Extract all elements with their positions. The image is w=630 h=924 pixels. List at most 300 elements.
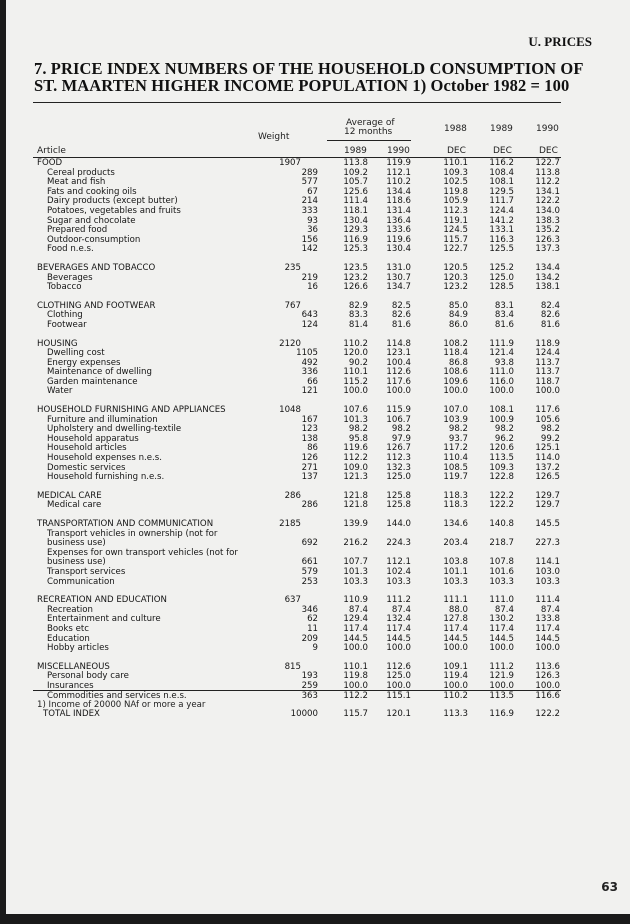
value-cell: 103.3 bbox=[386, 576, 411, 587]
value-cell: 120.1 bbox=[386, 709, 411, 720]
article-cell: Garden maintenance bbox=[47, 376, 138, 387]
weight-cell: 253 bbox=[301, 576, 318, 587]
article-cell: Domestic services bbox=[47, 462, 126, 473]
value-cell: 125.3 bbox=[343, 244, 368, 255]
article-cell: FOOD bbox=[37, 158, 63, 168]
header-1988: 1988 bbox=[444, 124, 467, 134]
article-cell: Upholstery and dwelling-textile bbox=[47, 424, 182, 435]
value-cell: 81.6 bbox=[540, 319, 560, 330]
article-cell: MEDICAL CARE bbox=[37, 490, 102, 501]
table-row bbox=[37, 578, 560, 588]
header-weight: Weight bbox=[258, 132, 290, 142]
value-cell: 115.7 bbox=[343, 709, 368, 720]
value-cell: 125.0 bbox=[386, 472, 411, 483]
value-cell: 123.1 bbox=[386, 348, 411, 359]
value-cell: 133.6 bbox=[386, 225, 411, 236]
weight-cell: 16 bbox=[307, 282, 318, 293]
value-cell: 110.1 bbox=[443, 158, 468, 168]
article-cell: HOUSEHOLD FURNISHING AND APPLIANCES bbox=[37, 405, 226, 416]
weight-cell: 126 bbox=[301, 453, 318, 464]
value-cell: 105.7 bbox=[343, 177, 368, 188]
article-cell: MISCELLANEOUS bbox=[37, 661, 110, 672]
value-cell: 102.4 bbox=[386, 566, 411, 577]
table-row bbox=[37, 635, 560, 645]
value-cell: 101.1 bbox=[443, 566, 468, 577]
value-cell: 134.1 bbox=[535, 186, 560, 197]
weight-cell: 156 bbox=[301, 234, 318, 245]
value-cell: 126.6 bbox=[343, 282, 368, 293]
header-dec-1990: DEC bbox=[539, 146, 558, 156]
article-cell: Meat and fish bbox=[47, 177, 106, 188]
value-cell: 113.5 bbox=[489, 690, 514, 701]
weight-cell: 193 bbox=[301, 671, 318, 682]
value-cell: 126.5 bbox=[535, 472, 560, 483]
value-cell: 126.3 bbox=[535, 671, 560, 682]
bottom-rule bbox=[33, 690, 561, 691]
weight-cell: 492 bbox=[301, 357, 318, 368]
value-cell: 140.8 bbox=[489, 519, 514, 529]
value-cell: 137.2 bbox=[535, 462, 560, 473]
value-cell: 139.9 bbox=[343, 519, 368, 529]
value-cell: 117.4 bbox=[535, 623, 560, 634]
weight-cell: 9 bbox=[312, 643, 318, 654]
value-cell: 134.2 bbox=[535, 272, 560, 283]
value-cell: 125.2 bbox=[489, 262, 514, 273]
value-cell: 128.5 bbox=[489, 282, 514, 293]
article-cell: Food n.e.s. bbox=[47, 244, 94, 255]
value-cell: 119.6 bbox=[343, 443, 368, 454]
value-cell: 129.3 bbox=[343, 225, 368, 236]
value-cell: 121.3 bbox=[343, 472, 368, 483]
value-cell: 111.2 bbox=[489, 661, 514, 672]
weight-cell: 36 bbox=[307, 225, 318, 236]
article-cell: Beverages bbox=[47, 272, 93, 283]
group-row bbox=[37, 596, 560, 606]
article-cell: Personal body care bbox=[47, 671, 129, 682]
value-cell: 100.0 bbox=[489, 680, 514, 691]
value-cell: 113.6 bbox=[535, 661, 560, 672]
value-cell: 126.3 bbox=[535, 234, 560, 245]
value-cell: 144.5 bbox=[489, 633, 514, 644]
weight-cell: 363 bbox=[301, 690, 318, 701]
value-cell: 145.5 bbox=[535, 519, 560, 529]
value-cell: 103.3 bbox=[489, 576, 514, 587]
value-cell: 110.1 bbox=[343, 367, 368, 378]
value-cell: 100.0 bbox=[343, 643, 368, 654]
header-12-months: 12 months bbox=[344, 127, 393, 137]
table-row bbox=[37, 311, 560, 321]
value-cell: 110.9 bbox=[343, 595, 368, 606]
value-cell: 98.2 bbox=[448, 424, 468, 435]
value-cell: 100.9 bbox=[489, 414, 514, 425]
value-cell: 106.7 bbox=[386, 414, 411, 425]
weight-cell: 637 bbox=[284, 595, 301, 606]
value-cell: 100.0 bbox=[443, 386, 468, 397]
value-cell: 112.2 bbox=[343, 690, 368, 701]
value-cell: 118.9 bbox=[535, 338, 560, 349]
value-cell: 130.4 bbox=[386, 244, 411, 255]
value-cell: 100.4 bbox=[386, 357, 411, 368]
value-cell: 109.6 bbox=[443, 376, 468, 387]
value-cell: 82.6 bbox=[391, 310, 411, 321]
value-cell: 144.5 bbox=[343, 633, 368, 644]
article-cell: Insurances bbox=[47, 680, 94, 691]
value-cell: 124.5 bbox=[443, 225, 468, 236]
value-cell: 122.2 bbox=[535, 709, 560, 720]
weight-cell: 121 bbox=[301, 386, 318, 397]
value-cell: 124.4 bbox=[489, 205, 514, 216]
value-cell: 122.2 bbox=[489, 500, 514, 511]
total-row bbox=[37, 710, 560, 720]
article-cell: Commodities and services n.e.s. bbox=[47, 690, 187, 701]
table-row bbox=[37, 283, 560, 293]
value-cell: 131.0 bbox=[386, 262, 411, 273]
value-cell: 136.4 bbox=[386, 215, 411, 226]
weight-cell: 692 bbox=[301, 538, 318, 549]
article-cell: Household articles bbox=[47, 443, 127, 454]
value-cell: 83.4 bbox=[494, 310, 514, 321]
value-cell: 138.3 bbox=[535, 215, 560, 226]
value-cell: 82.5 bbox=[391, 300, 411, 311]
value-cell: 82.6 bbox=[540, 310, 560, 321]
group-row bbox=[37, 159, 560, 169]
value-cell: 111.4 bbox=[535, 595, 560, 606]
value-cell: 83.3 bbox=[348, 310, 368, 321]
article-cell: Hobby articles bbox=[47, 643, 109, 654]
value-cell: 112.1 bbox=[386, 167, 411, 178]
value-cell: 120.6 bbox=[489, 443, 514, 454]
value-cell: 125.0 bbox=[386, 671, 411, 682]
article-cell: business use) bbox=[47, 538, 106, 549]
table-row bbox=[37, 473, 560, 483]
value-cell: 227.3 bbox=[535, 538, 560, 549]
value-cell: 108.1 bbox=[489, 405, 514, 416]
value-cell: 144.5 bbox=[386, 633, 411, 644]
value-cell: 107.6 bbox=[343, 405, 368, 416]
title-line-1: 7. PRICE INDEX NUMBERS OF THE HOUSEHOLD CONSUMPTION OF bbox=[34, 59, 584, 78]
value-cell: 127.8 bbox=[443, 614, 468, 625]
value-cell: 125.8 bbox=[386, 490, 411, 501]
value-cell: 144.0 bbox=[386, 519, 411, 529]
value-cell: 120.3 bbox=[443, 272, 468, 283]
value-cell: 115.2 bbox=[343, 376, 368, 387]
weight-cell: 138 bbox=[301, 433, 318, 444]
value-cell: 112.6 bbox=[386, 661, 411, 672]
weight-cell: 10000 bbox=[290, 709, 318, 720]
weight-cell: 86 bbox=[307, 443, 318, 454]
table-row bbox=[37, 615, 560, 625]
header-avg-1989: 1989 bbox=[344, 146, 367, 156]
value-cell: 87.4 bbox=[494, 604, 514, 615]
value-cell: 116.6 bbox=[535, 690, 560, 701]
value-cell: 108.6 bbox=[443, 367, 468, 378]
value-cell: 121.9 bbox=[489, 671, 514, 682]
value-cell: 124.4 bbox=[535, 348, 560, 359]
weight-cell: 1048 bbox=[279, 405, 301, 416]
value-cell: 101.6 bbox=[489, 566, 514, 577]
table-row bbox=[37, 321, 560, 331]
value-cell: 117.4 bbox=[489, 623, 514, 634]
value-cell: 114.8 bbox=[386, 338, 411, 349]
value-cell: 120.5 bbox=[443, 262, 468, 273]
value-cell: 117.6 bbox=[535, 405, 560, 416]
table-row bbox=[37, 169, 560, 179]
value-cell: 93.8 bbox=[494, 357, 514, 368]
weight-cell: 333 bbox=[301, 205, 318, 216]
article-cell: Footwear bbox=[47, 319, 87, 330]
table-row bbox=[37, 245, 560, 255]
header-avg-1990: 1990 bbox=[387, 146, 410, 156]
value-cell: 133.8 bbox=[535, 614, 560, 625]
value-cell: 111.9 bbox=[489, 338, 514, 349]
value-cell: 116.0 bbox=[489, 376, 514, 387]
value-cell: 224.3 bbox=[386, 538, 411, 549]
value-cell: 98.2 bbox=[348, 424, 368, 435]
weight-cell: 815 bbox=[284, 661, 301, 672]
article-cell: Dwelling cost bbox=[47, 348, 105, 359]
value-cell: 100.0 bbox=[535, 386, 560, 397]
table-title bbox=[34, 60, 584, 94]
value-cell: 111.7 bbox=[489, 196, 514, 207]
group-row bbox=[37, 302, 560, 312]
header-dec-1988: DEC bbox=[447, 146, 466, 156]
value-cell: 218.7 bbox=[489, 538, 514, 549]
article-cell: Expenses for own transport vehicles (not for bbox=[47, 547, 238, 558]
value-cell: 138.1 bbox=[535, 282, 560, 293]
value-cell: 113.8 bbox=[535, 167, 560, 178]
value-cell: 129.7 bbox=[535, 490, 560, 501]
article-cell: Medical care bbox=[47, 500, 102, 511]
article-cell: Cereal products bbox=[47, 167, 115, 178]
value-cell: 122.2 bbox=[489, 490, 514, 501]
value-cell: 114.0 bbox=[535, 453, 560, 464]
value-cell: 105.9 bbox=[443, 196, 468, 207]
value-cell: 132.3 bbox=[386, 462, 411, 473]
value-cell: 86.8 bbox=[448, 357, 468, 368]
value-cell: 100.0 bbox=[443, 680, 468, 691]
document-page bbox=[6, 0, 630, 914]
value-cell: 103.9 bbox=[443, 414, 468, 425]
page-number: 63 bbox=[601, 880, 618, 894]
value-cell: 100.0 bbox=[386, 386, 411, 397]
value-cell: 109.2 bbox=[343, 167, 368, 178]
section-header: U. PRICES bbox=[528, 34, 592, 49]
value-cell: 118.1 bbox=[343, 205, 368, 216]
table-row bbox=[37, 568, 560, 578]
value-cell: 100.0 bbox=[489, 386, 514, 397]
weight-cell: 219 bbox=[301, 272, 318, 283]
value-cell: 116.3 bbox=[489, 234, 514, 245]
weight-cell: 11 bbox=[307, 623, 318, 634]
weight-cell: 2185 bbox=[279, 519, 301, 529]
value-cell: 81.6 bbox=[391, 319, 411, 330]
article-cell: Furniture and illumination bbox=[47, 414, 158, 425]
value-cell: 110.2 bbox=[343, 338, 368, 349]
value-cell: 115.9 bbox=[386, 405, 411, 416]
weight-cell: 259 bbox=[301, 680, 318, 691]
value-cell: 113.5 bbox=[489, 453, 514, 464]
article-cell: Clothing bbox=[47, 310, 83, 321]
table-row bbox=[37, 236, 560, 246]
article-cell: Transport vehicles in ownership (not for bbox=[47, 528, 218, 539]
value-cell: 112.6 bbox=[386, 367, 411, 378]
header-1989: 1989 bbox=[490, 124, 513, 134]
value-cell: 125.8 bbox=[386, 500, 411, 511]
weight-cell: 1105 bbox=[296, 348, 318, 359]
article-cell: Water bbox=[47, 386, 73, 397]
table-row bbox=[37, 549, 560, 559]
article-cell: Sugar and chocolate bbox=[47, 215, 136, 226]
value-cell: 93.7 bbox=[448, 433, 468, 444]
value-cell: 122.2 bbox=[535, 196, 560, 207]
value-cell: 119.4 bbox=[443, 671, 468, 682]
group-row bbox=[37, 264, 560, 274]
article-cell: Recreation bbox=[47, 604, 93, 615]
table-row bbox=[37, 274, 560, 284]
price-index-table bbox=[37, 159, 560, 720]
article-cell: Entertainment and culture bbox=[47, 614, 161, 625]
table-row bbox=[37, 644, 560, 654]
value-cell: 117.6 bbox=[386, 376, 411, 387]
weight-cell: 93 bbox=[307, 215, 318, 226]
article-cell: RECREATION AND EDUCATION bbox=[37, 595, 167, 606]
value-cell: 102.5 bbox=[443, 177, 468, 188]
value-cell: 125.5 bbox=[489, 244, 514, 255]
value-cell: 109.3 bbox=[489, 462, 514, 473]
value-cell: 134.7 bbox=[386, 282, 411, 293]
weight-cell: 271 bbox=[301, 462, 318, 473]
article-cell: Tobacco bbox=[47, 282, 82, 293]
value-cell: 100.0 bbox=[386, 643, 411, 654]
value-cell: 122.7 bbox=[535, 158, 560, 168]
weight-cell: 1907 bbox=[279, 158, 301, 168]
value-cell: 119.8 bbox=[343, 671, 368, 682]
average-rule bbox=[327, 140, 411, 141]
value-cell: 118.3 bbox=[443, 500, 468, 511]
value-cell: 117.4 bbox=[343, 623, 368, 634]
weight-cell: 577 bbox=[301, 177, 318, 188]
value-cell: 118.3 bbox=[443, 490, 468, 501]
value-cell: 122.7 bbox=[443, 244, 468, 255]
value-cell: 111.4 bbox=[343, 196, 368, 207]
value-cell: 98.2 bbox=[391, 424, 411, 435]
header-dec-1989: DEC bbox=[493, 146, 512, 156]
value-cell: 119.8 bbox=[443, 186, 468, 197]
value-cell: 81.4 bbox=[348, 319, 368, 330]
header-article: Article bbox=[37, 146, 66, 156]
value-cell: 117.2 bbox=[443, 443, 468, 454]
value-cell: 100.0 bbox=[343, 680, 368, 691]
value-cell: 118.7 bbox=[535, 376, 560, 387]
weight-cell: 209 bbox=[301, 633, 318, 644]
value-cell: 87.4 bbox=[540, 604, 560, 615]
table-row bbox=[37, 387, 560, 397]
value-cell: 103.3 bbox=[343, 576, 368, 587]
weight-cell: 123 bbox=[301, 424, 318, 435]
value-cell: 116.2 bbox=[489, 158, 514, 168]
group-row bbox=[37, 492, 560, 502]
value-cell: 112.2 bbox=[343, 453, 368, 464]
value-cell: 90.2 bbox=[348, 357, 368, 368]
weight-cell: 214 bbox=[301, 196, 318, 207]
value-cell: 107.0 bbox=[443, 405, 468, 416]
header-average: Average of bbox=[346, 118, 395, 128]
article-cell: Energy expenses bbox=[47, 357, 121, 368]
value-cell: 126.7 bbox=[386, 443, 411, 454]
top-rule bbox=[33, 102, 561, 103]
value-cell: 144.5 bbox=[443, 633, 468, 644]
value-cell: 130.7 bbox=[386, 272, 411, 283]
weight-cell: 336 bbox=[301, 367, 318, 378]
value-cell: 100.0 bbox=[443, 643, 468, 654]
value-cell: 101.3 bbox=[343, 414, 368, 425]
value-cell: 130.4 bbox=[343, 215, 368, 226]
value-cell: 87.4 bbox=[348, 604, 368, 615]
value-cell: 119.9 bbox=[386, 158, 411, 168]
weight-cell: 142 bbox=[301, 244, 318, 255]
value-cell: 100.0 bbox=[535, 643, 560, 654]
value-cell: 141.2 bbox=[489, 215, 514, 226]
value-cell: 116.9 bbox=[489, 709, 514, 720]
article-cell: Dairy products (except butter) bbox=[47, 196, 178, 207]
weight-cell: 767 bbox=[284, 300, 301, 311]
value-cell: 108.4 bbox=[489, 167, 514, 178]
weight-cell: 643 bbox=[301, 310, 318, 321]
value-cell: 119.1 bbox=[443, 215, 468, 226]
value-cell: 110.2 bbox=[443, 690, 468, 701]
value-cell: 96.2 bbox=[494, 433, 514, 444]
value-cell: 216.2 bbox=[343, 538, 368, 549]
article-cell: HOUSING bbox=[37, 338, 78, 349]
value-cell: 134.4 bbox=[535, 262, 560, 273]
value-cell: 129.5 bbox=[489, 186, 514, 197]
value-cell: 86.0 bbox=[448, 319, 468, 330]
value-cell: 109.1 bbox=[443, 661, 468, 672]
value-cell: 119.6 bbox=[386, 234, 411, 245]
value-cell: 110.4 bbox=[443, 453, 468, 464]
value-cell: 103.3 bbox=[443, 576, 468, 587]
value-cell: 130.2 bbox=[489, 614, 514, 625]
value-cell: 112.3 bbox=[443, 205, 468, 216]
article-cell: TRANSPORTATION AND COMMUNICATION bbox=[37, 519, 214, 529]
value-cell: 118.6 bbox=[386, 196, 411, 207]
value-cell: 132.4 bbox=[386, 614, 411, 625]
value-cell: 103.0 bbox=[535, 566, 560, 577]
table-row bbox=[37, 378, 560, 388]
article-cell: Fats and cooking oils bbox=[47, 186, 137, 197]
weight-cell: 286 bbox=[284, 490, 301, 501]
value-cell: 144.5 bbox=[535, 633, 560, 644]
article-cell: Household furnishing n.e.s. bbox=[47, 472, 165, 483]
value-cell: 82.9 bbox=[348, 300, 368, 311]
value-cell: 97.9 bbox=[391, 433, 411, 444]
value-cell: 122.8 bbox=[489, 472, 514, 483]
value-cell: 112.3 bbox=[386, 453, 411, 464]
weight-cell: 66 bbox=[307, 376, 318, 387]
value-cell: 105.6 bbox=[535, 414, 560, 425]
weight-cell: 124 bbox=[301, 319, 318, 330]
article-cell: TOTAL INDEX bbox=[43, 709, 100, 720]
value-cell: 135.2 bbox=[535, 225, 560, 236]
weight-cell: 346 bbox=[301, 604, 318, 615]
value-cell: 103.3 bbox=[535, 576, 560, 587]
value-cell: 129.4 bbox=[343, 614, 368, 625]
value-cell: 137.3 bbox=[535, 244, 560, 255]
value-cell: 117.4 bbox=[386, 623, 411, 634]
value-cell: 203.4 bbox=[443, 538, 468, 549]
value-cell: 121.8 bbox=[343, 490, 368, 501]
value-cell: 123.2 bbox=[443, 282, 468, 293]
